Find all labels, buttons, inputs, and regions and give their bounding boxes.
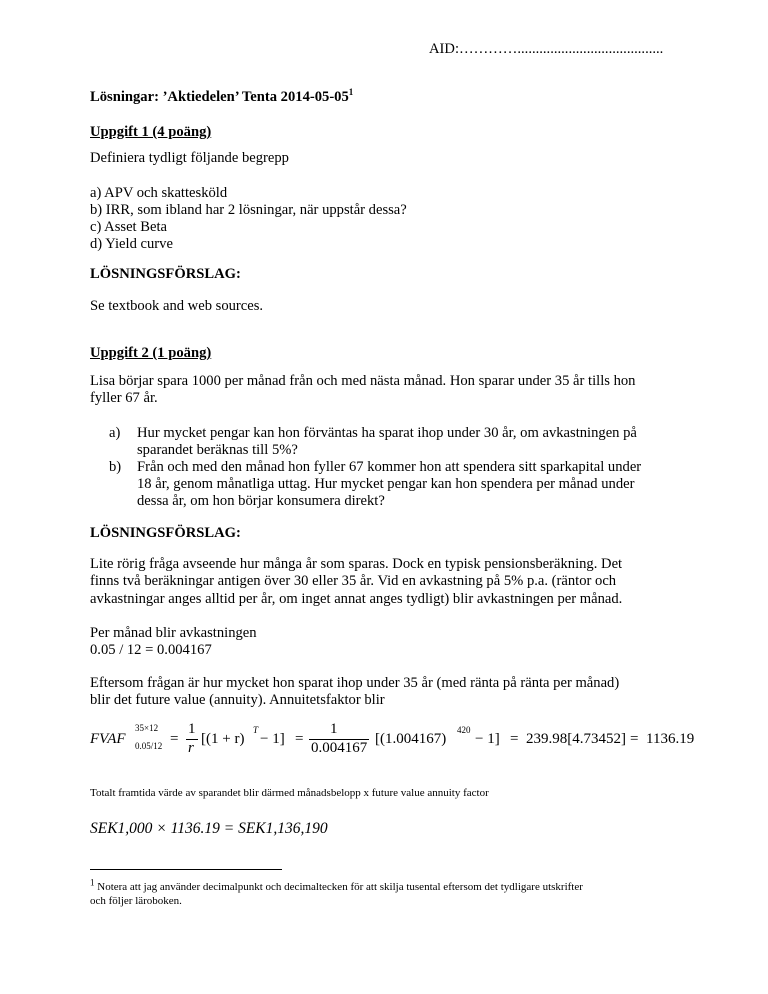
formula-frac1-num: 1 <box>188 721 196 737</box>
formula-lhs-sup: 35×12 <box>135 723 159 733</box>
formula-eq2: = <box>295 731 304 747</box>
q1-intro: Definiera tydligt följande begrepp <box>90 150 289 166</box>
aid-field: AID:…………........................................ <box>429 41 664 57</box>
q1-heading: Uppgift 1 (4 poäng) <box>90 124 212 140</box>
q2-sol-p1-line2: finns två beräkningar antigen över 30 eller 35 år. Vid en avkastning på 5% p.a. (räntor och <box>90 573 617 589</box>
formula-eq1: = <box>170 731 179 747</box>
formula-frac2-num: 1 <box>330 721 338 737</box>
footnote <box>90 877 583 894</box>
q2-item-a-line2: sparandet beräknas till 5%? <box>137 442 298 458</box>
q2-sol-p1-line1: Lite rörig fråga avseende hur många år som sparas. Dock en typisk pensionsberäkning. Det <box>90 556 623 572</box>
title-footnote-mark: 1 <box>348 87 354 98</box>
total-value-formula: SEK1,000 × 1136.19 = SEK1,136,190 <box>90 820 328 837</box>
q2-item-b-line2: 18 år, genom månatliga uttag. Hur mycket pengar kan hon spendera per månad under <box>137 476 635 492</box>
q2-item-b-label: b) <box>109 459 122 475</box>
formula-frac1-den: r <box>188 740 194 756</box>
document-title <box>90 88 353 106</box>
formula-lhs-sub: 0.05/12 <box>135 741 163 751</box>
formula-term1-close: − 1] <box>260 731 285 747</box>
q2-sol-p3-line2: blir det future value (annuity). Annuitetsfaktor blir <box>90 692 385 708</box>
q2-item-b-line3: dessa år, om hon börjar konsumera direkt? <box>137 493 385 509</box>
formula-lhs: FVAF <box>90 731 126 747</box>
q1-solution-text: Se textbook and web sources. <box>90 298 264 314</box>
footnote-mark: 1 <box>90 877 95 888</box>
formula-term2-exp: 420 <box>457 725 471 735</box>
q2-intro-line1: Lisa börjar spara 1000 per månad från och med nästa månad. Hon sparar under 35 år tills hon <box>90 373 636 389</box>
q1-item-c: c) Asset Beta <box>90 219 168 235</box>
q1-solution-heading: LÖSNINGSFÖRSLAG: <box>90 266 241 282</box>
footnote-rule <box>90 869 282 870</box>
formula-eq4: = <box>630 731 639 747</box>
total-value-text: Totalt framtida värde av sparandet blir därmed månadsbelopp x future value annuity factor <box>90 787 489 799</box>
q2-solution-heading: LÖSNINGSFÖRSLAG: <box>90 525 241 541</box>
formula-term2-close: − 1] <box>475 731 500 747</box>
q2-sol-p2-line2: 0.05 / 12 = 0.004167 <box>90 642 212 658</box>
q1-item-b: b) IRR, som ibland har 2 lösningar, när uppstår dessa? <box>90 202 407 218</box>
q2-item-b-line1: Från och med den månad hon fyller 67 kommer hon att spendera sitt sparkapital under <box>137 459 642 475</box>
formula-frac2-den: 0.004167 <box>311 740 368 756</box>
formula-term1-exp: T <box>253 725 259 735</box>
formula-term1-open: [(1 + r) <box>201 731 245 747</box>
q2-sol-p3-line1: Eftersom frågan är hur mycket hon sparat ihop under 35 år (med ränta på ränta per månad) <box>90 675 620 691</box>
q2-sol-p1-line3: avkastningar anges alltid per år, om inget annat anges tydligt) blir avkastningen per månad. <box>90 591 623 607</box>
fvaf-formula <box>90 718 730 762</box>
q2-item-a-label: a) <box>109 425 121 441</box>
formula-result2: 1136.19 <box>646 731 695 747</box>
document-title-text: Lösningar: ’Aktiedelen’ Tenta 2014-05-05 <box>90 89 349 105</box>
formula-eq3: = <box>510 731 519 747</box>
footnote-line1: Notera att jag använder decimalpunkt och decimaltecken för att skilja tusental eftersom det tydligare utskrifter <box>97 881 583 893</box>
q2-item-a-line1: Hur mycket pengar kan hon förväntas ha sparat ihop under 30 år, om avkastningen på <box>137 425 637 441</box>
q2-sol-p2-line1: Per månad blir avkastningen <box>90 625 257 641</box>
formula-result1: 239.98[4.73452] <box>526 731 626 747</box>
q1-item-a: a) APV och skattesköld <box>90 185 228 201</box>
formula-term2-open: [(1.004167) <box>375 731 447 747</box>
q2-intro-line2: fyller 67 år. <box>90 390 158 406</box>
q2-heading: Uppgift 2 (1 poäng) <box>90 345 212 361</box>
q1-item-d: d) Yield curve <box>90 236 173 252</box>
footnote-line2: och följer läroboken. <box>90 895 182 907</box>
